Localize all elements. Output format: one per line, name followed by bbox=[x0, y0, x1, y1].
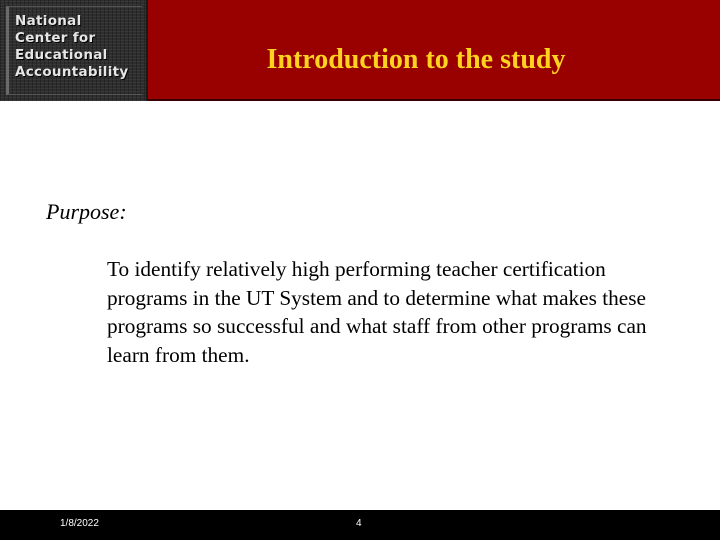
slide-header bbox=[0, 0, 720, 101]
purpose-label: Purpose: bbox=[46, 199, 127, 224]
logo-text-line-3: Educational bbox=[15, 47, 108, 63]
header-divider bbox=[148, 99, 720, 101]
purpose-text: To identify relatively high performing teacher certification programs in the UT System and to determine what makes these programs so successful and what staff from other programs can learn from them. bbox=[107, 257, 647, 367]
footer-date: 1/8/2022 bbox=[60, 518, 99, 529]
slide-title: Introduction to the study bbox=[266, 44, 566, 75]
logo-text-line-1: National bbox=[15, 13, 82, 29]
logo-text-line-4: Accountability bbox=[15, 64, 129, 80]
page-number: 4 bbox=[356, 518, 362, 529]
organization-logo bbox=[0, 0, 148, 101]
logo-text-line-2: Center for bbox=[15, 30, 96, 46]
slide-footer bbox=[0, 510, 720, 540]
